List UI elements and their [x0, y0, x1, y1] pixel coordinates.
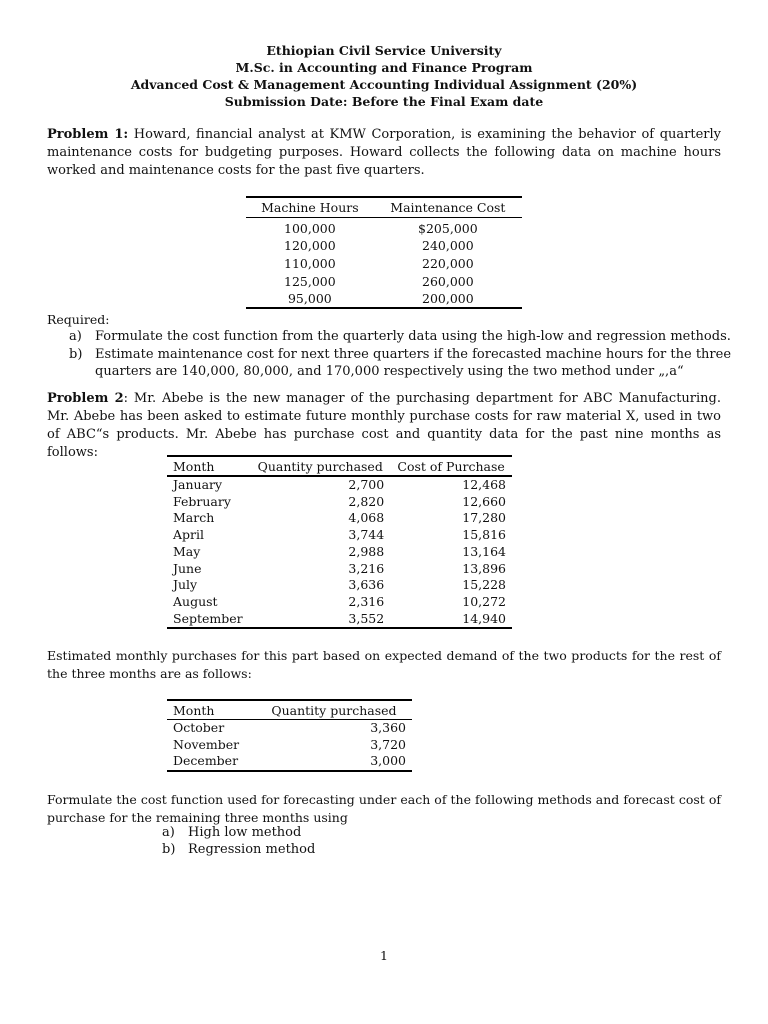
cell: October: [173, 720, 225, 735]
col-quantity: Quantity purchased: [257, 458, 383, 474]
table-row: [167, 494, 512, 511]
table-header-row: [167, 700, 412, 720]
cell: 12,468: [462, 477, 506, 492]
cell: 10,272: [462, 593, 506, 609]
col-month: Month: [173, 702, 215, 718]
cell: 100,000: [284, 221, 336, 236]
list-marker: b): [69, 347, 83, 362]
cell: 17,280: [462, 510, 506, 526]
cell: 3,360: [370, 720, 406, 735]
cell: 240,000: [422, 237, 474, 253]
cell: 95,000: [287, 291, 332, 306]
table-row: [167, 527, 512, 544]
problem2-text: : Mr. Abebe is the new manager of the purchasing department for ABC Manufacturing. Mr. Abebe has been asked to estimate future monthly purchase costs for raw material X, used in two of ABC“s products. Mr. Abebe has purchase cost and quantity data for the past nine months as follows:: [47, 391, 721, 460]
formulate-paragraph: Formulate the cost function used for forecasting under each of the following methods and forecast cost of purchase for the remaining three months using: [47, 792, 721, 825]
cell: 13,896: [462, 560, 506, 576]
list-text: quarters are 140,000, 80,000, and 170,000 respectively using the two method under „,a“: [95, 364, 684, 379]
cell: February: [173, 493, 231, 509]
table-row: [246, 254, 522, 272]
list-marker: a): [69, 329, 82, 344]
cell: 125,000: [284, 273, 336, 289]
forecast-table: [167, 699, 412, 772]
cell: 3,636: [348, 577, 385, 593]
page-number: 1: [380, 948, 388, 963]
list-item: [162, 841, 315, 859]
list-item: [162, 824, 301, 842]
list-item: [69, 328, 731, 346]
cell: 2,820: [348, 493, 385, 509]
cell: June: [173, 560, 202, 576]
list-item: [69, 346, 731, 364]
program-title: M.Sc. in Accounting and Finance Program: [235, 60, 533, 75]
table-row: [246, 290, 522, 308]
cell: September: [173, 610, 243, 626]
table-row: [167, 476, 512, 494]
col-month: Month: [173, 458, 215, 474]
cell: 200,000: [422, 291, 474, 306]
cell: 4,068: [348, 510, 385, 526]
cell: 3,744: [348, 527, 385, 543]
cell: 120,000: [284, 237, 336, 253]
problem2-label: Problem 2: [47, 391, 124, 406]
col-quantity: Quantity purchased: [271, 702, 397, 718]
cell: March: [173, 510, 215, 526]
table-header-row: [167, 456, 512, 476]
cell: May: [173, 543, 201, 559]
table-header-row: [246, 197, 522, 218]
col-machine-hours: Machine Hours: [261, 200, 359, 215]
cell: 2,316: [348, 593, 385, 609]
list-text: Regression method: [188, 842, 316, 857]
col-cost: Cost of Purchase: [397, 458, 505, 474]
cell: 14,940: [462, 610, 506, 626]
table-row: [167, 544, 512, 561]
submission-date: Submission Date: Before the Final Exam date: [224, 94, 544, 109]
table-row: [246, 236, 522, 254]
cell: 3,552: [348, 610, 385, 626]
cell: 15,228: [462, 577, 506, 593]
problem1-label: Problem 1:: [47, 127, 129, 142]
list-marker: a): [162, 825, 175, 840]
cell: 3,720: [370, 736, 406, 752]
table-row: [167, 510, 512, 527]
table-row: [167, 561, 512, 578]
cell: $205,000: [418, 221, 478, 236]
cell: 260,000: [422, 273, 474, 289]
problem1-paragraph: [47, 126, 721, 180]
cell: 15,816: [462, 527, 506, 543]
cell: 13,164: [462, 543, 506, 559]
cell: August: [173, 593, 218, 609]
table-row: [167, 577, 512, 594]
cell: January: [173, 477, 223, 492]
table-row: [167, 753, 412, 771]
cell: 2,700: [348, 477, 385, 492]
cell: December: [173, 753, 239, 769]
problem2-paragraph: [47, 390, 721, 462]
cell: July: [173, 577, 198, 593]
cell: April: [173, 527, 204, 543]
cell: 3,216: [348, 560, 385, 576]
purchase-table: [167, 455, 512, 629]
table-row: [167, 611, 512, 629]
table-row: [167, 720, 412, 737]
table-row: [246, 218, 522, 237]
list-item: [69, 363, 684, 381]
list-text: Formulate the cost function from the quarterly data using the high-low and regression methods.: [95, 329, 731, 344]
maintenance-table: [246, 196, 522, 309]
list-text: Estimate maintenance cost for next three quarters if the forecasted machine hours for the three: [95, 347, 732, 362]
col-maintenance-cost: Maintenance Cost: [390, 200, 506, 215]
problem1-text: Howard, financial analyst at KMW Corporation, is examining the behavior of quarterly maintenance costs for budgeting purposes. Howard collects the following data on machine hours worked and maintenance costs for the past five quarters.: [47, 127, 721, 178]
cell: 3,000: [370, 753, 406, 769]
list-text: High low method: [188, 825, 302, 840]
list-marker: b): [162, 842, 176, 857]
cell: 220,000: [422, 255, 474, 271]
list-marker: [69, 363, 95, 381]
table-row: [167, 737, 412, 754]
table-row: [246, 272, 522, 290]
cell: 2,988: [348, 543, 385, 559]
estimated-paragraph: Estimated monthly purchases for this part based on expected demand of the two products for the rest of the three months are as follows:: [47, 648, 721, 681]
assignment-title: Advanced Cost & Management Accounting Individual Assignment (20%): [130, 77, 638, 92]
required-label: Required:: [47, 312, 110, 327]
cell: 110,000: [284, 255, 336, 271]
university-title: Ethiopian Civil Service University: [266, 43, 502, 58]
table-row: [167, 594, 512, 611]
cell: 12,660: [462, 493, 506, 509]
cell: November: [173, 736, 240, 752]
